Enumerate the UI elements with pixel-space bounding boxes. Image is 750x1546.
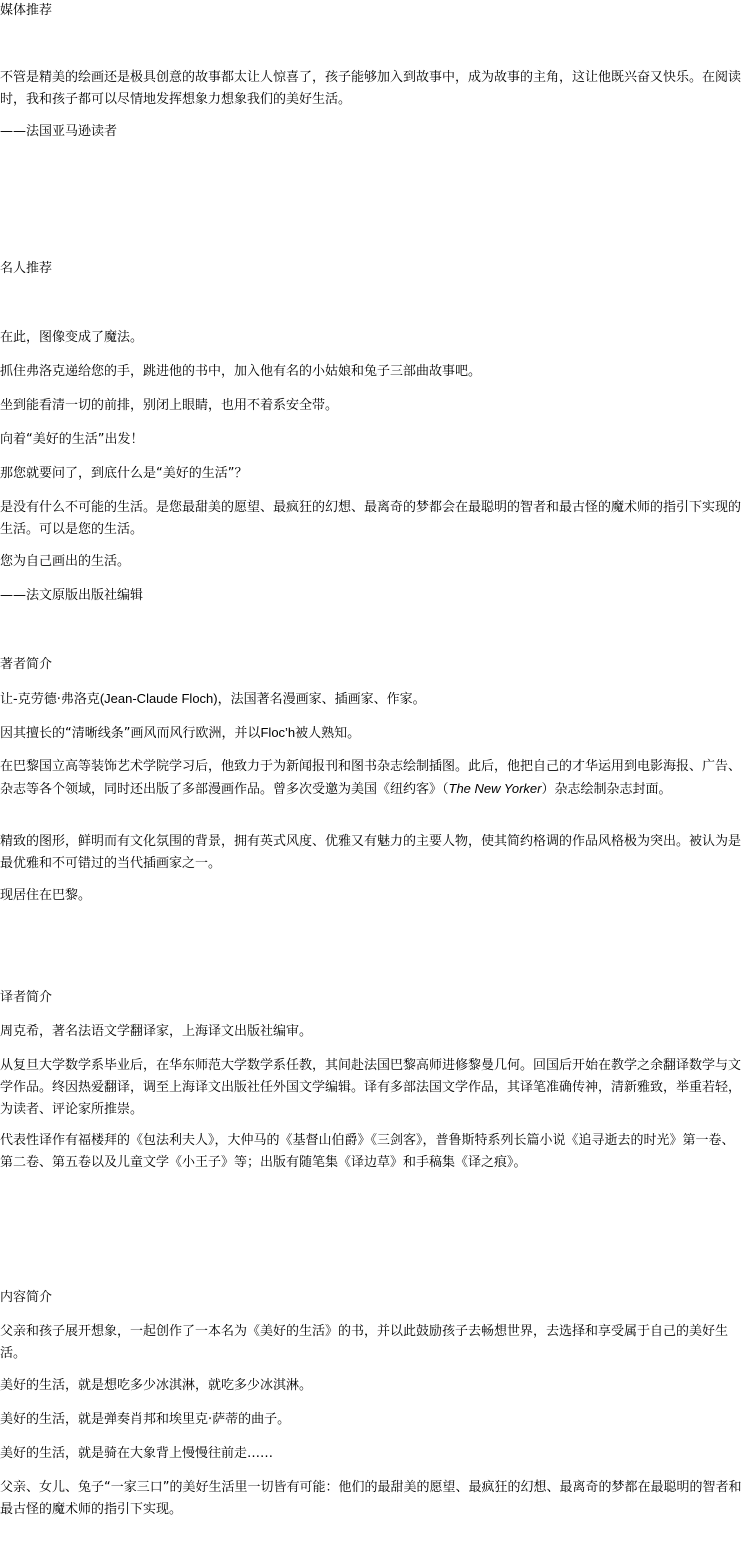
- celebrity-paragraph-2: 抓住弗洛克递给您的手，跳进他的书中，加入他有名的小姑娘和兔子三部曲故事吧。: [0, 364, 482, 379]
- content-paragraph-5: 父亲、女儿、兔子“一家三口”的美好生活里一切皆有可能：他们的最甜美的愿望、最疯狂的幻想、最离奇的梦都在最聪明的智者和最古怪的魔术师的指引下实现。: [0, 1480, 742, 1517]
- author-paragraph-1: [0, 688, 744, 711]
- author-heading: 著者简介: [0, 657, 53, 672]
- media-quote: 不管是精美的绘画还是极具创意的故事都太让人惊喜了，孩子能够加入到故事中，成为故事的主角，这让他既兴奋又快乐。在阅读时，我和孩子都可以尽情地发挥想象力想象我们的美好生活。: [0, 70, 742, 107]
- author-paragraph-5: 现居住在巴黎。: [0, 888, 92, 903]
- magazine-name: The New Yorker: [448, 781, 542, 796]
- translator-paragraph-1: 周克希，著名法语文学翻译家，上海译文出版社编审。: [0, 1024, 313, 1039]
- celebrity-heading: 名人推荐: [0, 261, 53, 276]
- celebrity-paragraph-3: 坐到能看清一切的前排，别闭上眼睛，也用不着系安全带。: [0, 398, 339, 413]
- author-style-text: 因其擅长的“清晰线条”画风而风行欧洲，并以: [0, 726, 261, 741]
- author-career-text: 在巴黎国立高等装饰艺术学院学习后，他致力于为新闻报刊和图书杂志绘制插图。此后，他把自己的才华运用到电影海报、广告、杂志等各个领域，同时还出版了多部漫画作品。曾多次受邀为美国《纽约客》（: [0, 759, 742, 797]
- author-intro: ，法国著名漫画家、插画家、作家。: [217, 692, 426, 707]
- translator-heading: 译者简介: [0, 990, 53, 1005]
- author-name-zh: 让-克劳德·弗洛克: [0, 692, 100, 707]
- author-career-end: ）杂志绘制杂志封面。: [541, 782, 672, 797]
- author-known-text: 被人熟知。: [295, 726, 361, 741]
- translator-paragraph-3: 代表性译作有福楼拜的《包法利夫人》，大仲马的《基督山伯爵》《三剑客》，普鲁斯特系列长篇小说《追寻逝去的时光》第一卷、第二卷、第五卷以及儿童文学《小王子》等；出版有随笔集《译边草》和手稿集《译之痕》。: [0, 1133, 735, 1170]
- media-source: ——法国亚马逊读者: [0, 124, 118, 139]
- author-paragraph-3: [0, 756, 744, 801]
- celebrity-source: ——法文原版出版社编辑: [0, 588, 144, 603]
- content-paragraph-1: 父亲和孩子展开想象，一起创作了一本名为《美好的生活》的书，并以此鼓励孩子去畅想世界，去选择和享受属于自己的美好生活。: [0, 1324, 729, 1361]
- content-heading: 内容简介: [0, 1290, 53, 1305]
- translator-paragraph-2: 从复旦大学数学系毕业后，在华东师范大学数学系任教，其间赴法国巴黎高师进修黎曼几何。回国后开始在教学之余翻译数学与文学作品。终因热爱翻译，调至上海译文出版社任外国文学编辑。译有多部法国文学作品，其译笔准确传神，清新雅致，举重若轻，为读者、评论家所推崇。: [0, 1058, 742, 1117]
- celebrity-paragraph-7: 您为自己画出的生活。: [0, 554, 131, 569]
- author-pen-name: Floc’h: [260, 725, 296, 740]
- media-heading: 媒体推荐: [0, 3, 53, 18]
- content-paragraph-3: 美好的生活，就是弹奏肖邦和埃里克·萨蒂的曲子。: [0, 1412, 291, 1427]
- content-paragraph-2: 美好的生活，就是想吃多少冰淇淋，就吃多少冰淇淋。: [0, 1378, 313, 1393]
- celebrity-paragraph-4: 向着“美好的生活”出发！: [0, 432, 144, 447]
- content-paragraph-4: 美好的生活，就是骑在大象背上慢慢往前走……: [0, 1446, 274, 1461]
- celebrity-paragraph-6: 是没有什么不可能的生活。是您最甜美的愿望、最疯狂的幻想、最离奇的梦都会在最聪明的智者和最古怪的魔术师的指引下实现的生活。可以是您的生活。: [0, 500, 742, 537]
- author-name-latin: (Jean-Claude Floch): [99, 691, 218, 706]
- celebrity-paragraph-5: 那您就要问了，到底什么是“美好的生活”？: [0, 466, 248, 481]
- author-paragraph-2: [0, 722, 744, 745]
- celebrity-paragraph-1: 在此，图像变成了魔法。: [0, 330, 144, 345]
- author-paragraph-4: 精致的图形，鲜明而有文化氛围的背景，拥有英式风度、优雅又有魅力的主要人物，使其简约格调的作品风格极为突出。被认为是最优雅和不可错过的当代插画家之一。: [0, 834, 742, 871]
